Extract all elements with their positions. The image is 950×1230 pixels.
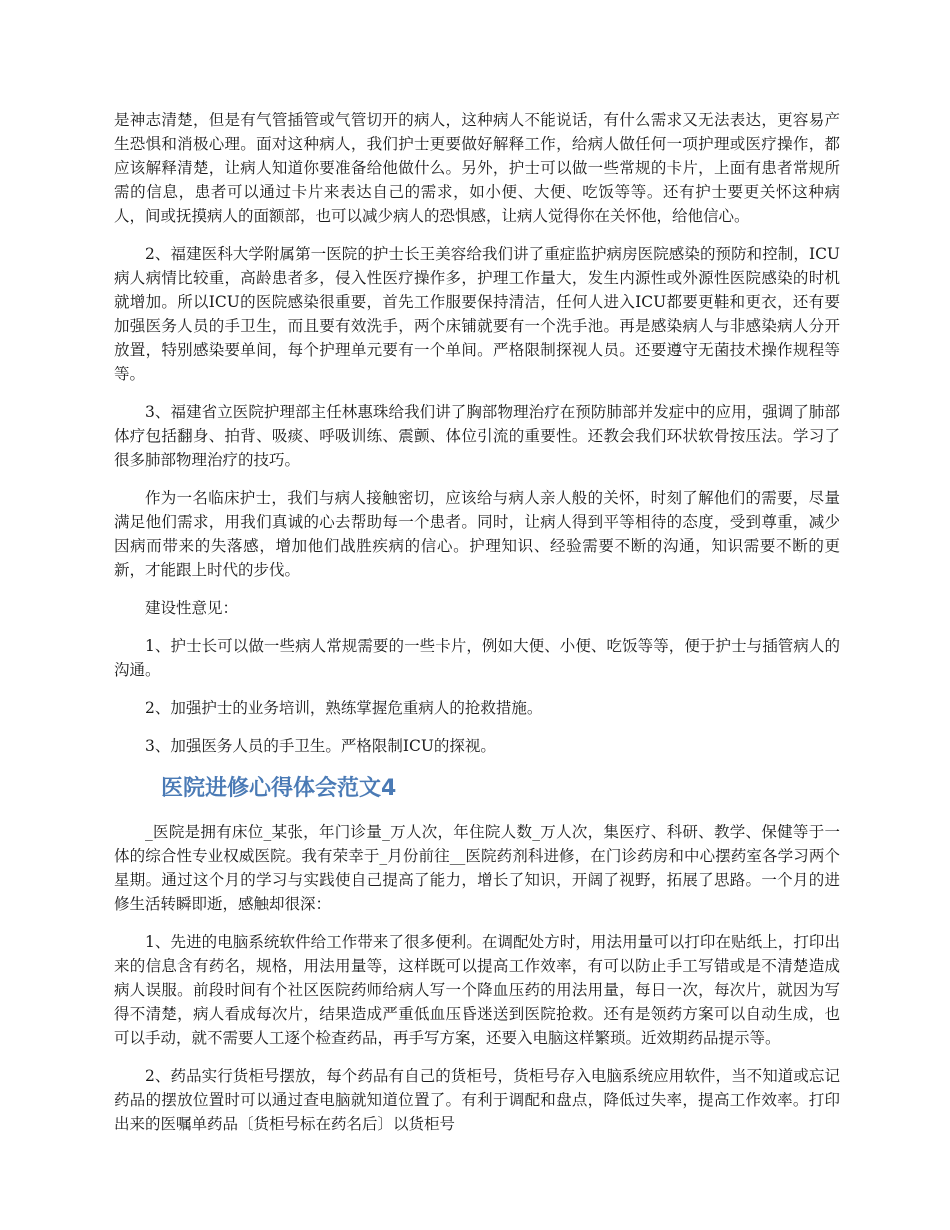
paragraph-suggestion-3: 3、加强医务人员的手卫生。严格限制ICU的探视。 <box>145 737 496 755</box>
paragraph-item-2: 2、福建医科大学附属第一医院的护士长王美容给我们讲了重症监护病房医院感染的预防和控制，ICU病人病情比较重，高龄患者多，侵入性医疗操作多，护理工作量大，发生内源性或外源性医院感染的时机就增加。所以ICU的医院感染很重要，首先工作服要保持清洁，任何人进入ICU都要更鞋和更衣，还有要加强医务人员的手卫生，而且要有效洗手，两个床铺就要有一个洗手池。再是感染病人与非感染病人分开放置，特别感染要单间，每个护理单元要有一个单间。严格限制探视人员。还要遵守无菌技术操作规程等等。 <box>114 245 840 383</box>
paragraph-continuation: 是神志清楚，但是有气管插管或气管切开的病人，这种病人不能说话，有什么需求又无法表达，更容易产生恐惧和消极心理。面对这种病人，我们护士更要做好解释工作，给病人做任何一项护理或医疗操作，都应该解释清楚，让病人知道你要准备给他做什么。另外，护士可以做一些常规的卡片，上面有患者常规所需的信息，患者可以通过卡片来表达自己的需求，如小便、大便、吃饭等等。还有护士要更关怀这种病人，间或抚摸病人的面额部，也可以减少病人的恐惧感，让病人觉得你在关怀他，给他信心。 <box>114 111 840 225</box>
paragraph-suggestion-1: 1、护士长可以做一些病人常规需要的一些卡片，例如大便、小便、吃饭等等，便于护士与插管病人的沟通。 <box>114 637 840 679</box>
paragraph-point-2: 2、药品实行货柜号摆放，每个药品有自己的货柜号，货柜号存入电脑系统应用软件，当不知道或忘记药品的摆放位置时可以通过查电脑就知道位置了。有利于调配和盘点，降低过失率，提高工作效率。打印出来的医嘱单药品〔货柜号标在药名后〕以货柜号 <box>114 1067 840 1133</box>
paragraph-suggestion-2: 2、加强护士的业务培训，熟练掌握危重病人的抢救措施。 <box>145 699 543 717</box>
section-heading: 医院进修心得体会范文4 <box>161 776 397 801</box>
paragraph-item-3: 3、福建省立医院护理部主任林惠珠给我们讲了胸部物理治疗在预防肺部并发症中的应用，强调了肺部体疗包括翻身、拍背、吸痰、呼吸训练、震颤、体位引流的重要性。还教会我们环状软骨按压法。学习了很多肺部物理治疗的技巧。 <box>114 403 840 469</box>
paragraph-suggestions-label: 建设性意见： <box>145 599 239 617</box>
paragraph-intro: _医院是拥有床位_某张，年门诊量_万人次，年住院人数_万人次，集医疗、科研、教学、保健等于一体的综合性专业权威医院。我有荣幸于_月份前往__医院药剂科进修，在门诊药房和中心摆药室各学习两个星期。通过这个月的学习与实践使自己提高了能力，增长了知识，开阔了视野，拓展了思路。一个月的进修生活转瞬即逝，感触却很深： <box>114 823 840 913</box>
paragraph-point-1: 1、先进的电脑系统软件给工作带来了很多便利。在调配处方时，用法用量可以打印在贴纸上，打印出来的信息含有药名，规格，用法用量等，这样既可以提高工作效率，有可以防止手工写错或是不清楚造成病人误服。前段时间有个社区医院药师给病人写一个降血压药的用法用量，每日一次，每次片，就因为写得不清楚，病人看成每次片，结果造成严重低血压昏迷送到医院抢救。还有是领药方案可以自动生成，也可以手动，就不需要人工逐个检查药品，再手写方案，还要入电脑这样繁琐。近效期药品提示等。 <box>114 933 840 1047</box>
paragraph-reflection: 作为一名临床护士，我们与病人接触密切，应该给与病人亲人般的关怀，时刻了解他们的需要，尽量满足他们需求，用我们真诚的心去帮助每一个患者。同时，让病人得到平等相待的态度，受到尊重，减少因病而带来的失落感，增加他们战胜疾病的信心。护理知识、经验需要不断的沟通，知识需要不断的更新，才能跟上时代的步伐。 <box>114 489 840 579</box>
document-page <box>114 108 840 1150</box>
